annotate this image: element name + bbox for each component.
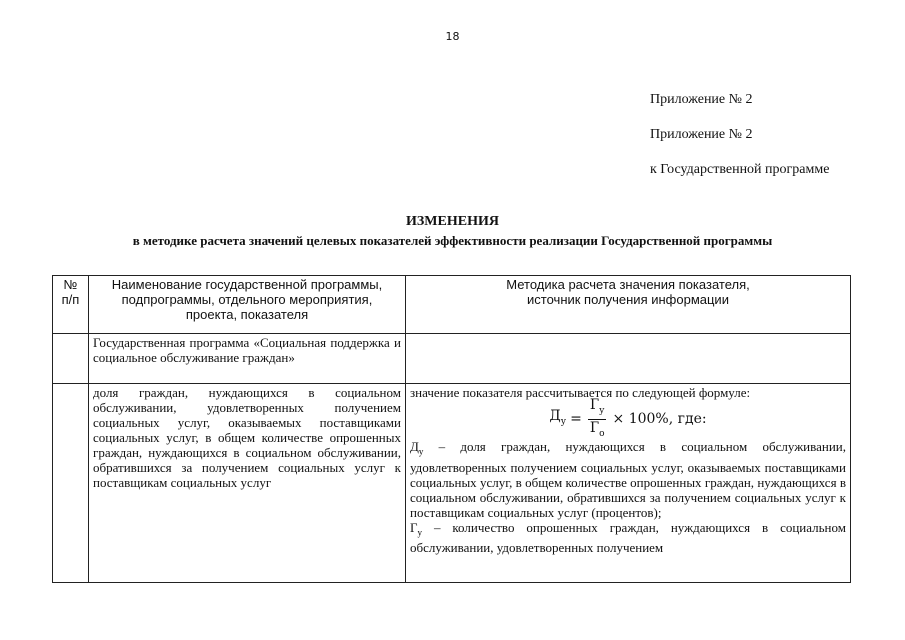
header-method-line-2: источник получения информации — [527, 292, 729, 307]
formula-denominator: $Г_о$ — [589, 419, 605, 439]
formula-lhs: $Д_у$ — [549, 407, 567, 427]
annex-line-2: Приложение № 2 — [650, 127, 753, 142]
header-number-line-1: № — [63, 277, 78, 292]
method-intro: значение показателя рассчитывается по следующей формуле: — [410, 385, 751, 400]
changes-table — [52, 275, 851, 583]
header-name-line-2: подпрограммы, отдельного мероприятия, — [121, 292, 373, 307]
table-row — [53, 384, 851, 583]
row2-method-cell — [406, 384, 851, 583]
row2-number-cell — [53, 384, 89, 583]
calculation-formula — [410, 396, 846, 439]
definition-du: $Д_у$ – доля граждан, нуждающихся в социальном обслуживании, удовлетворенных получением социальных услуг, оказываемых поставщиками социальных услуг, в общем количестве опрошенных граждан, нуждающихся в социальном обслуживании, обратившихся за получением социальных услуг к поставщикам социальных услуг (процентов); — [410, 439, 846, 520]
row1-program-name: Государственная программа «Социальная поддержка и социальное обслуживание граждан» — [89, 334, 406, 384]
header-number — [53, 276, 89, 334]
header-number-line-2: п/п — [61, 292, 80, 307]
formula-fraction — [588, 397, 607, 442]
document-title: ИЗМЕНЕНИЯ — [406, 214, 499, 229]
row2-indicator-name: доля граждан, нуждающихся в социальном обслуживании, удовлетворенных получением социальных услуг, оказываемых поставщиками социальных услуг, в общем количестве опрошенных граждан, нуждающихся в социальном обслуживании, обратившихся за получением социальных услуг к поставщикам социальных услуг — [89, 384, 406, 583]
formula-numerator: $Г_у$ — [588, 397, 607, 420]
table-row — [53, 334, 851, 384]
header-method — [406, 276, 851, 334]
annex-line-1: Приложение № 2 — [650, 92, 753, 107]
header-name — [89, 276, 406, 334]
formula-rhs: × 100%, где: — [612, 410, 707, 427]
header-name-line-3: проекта, показателя — [185, 307, 309, 322]
table-header-row — [53, 276, 851, 334]
header-method-line-1: Методика расчета значения показателя, — [506, 277, 750, 292]
header-name-line-1: Наименование государственной программы, — [111, 277, 383, 292]
row1-number-cell — [53, 334, 89, 384]
definition-gu: $Г_у$ – количество опрошенных граждан, нуждающихся в социальном обслуживании, удовлетворенных получением — [410, 519, 846, 556]
formula-equals: = — [570, 410, 582, 427]
page-number: 18 — [445, 30, 460, 43]
annex-line-3: к Государственной программе — [650, 162, 830, 177]
row1-method-cell — [406, 334, 851, 384]
document-subtitle: в методике расчета значений целевых показателей эффективности реализации Государственной программы — [132, 233, 773, 248]
